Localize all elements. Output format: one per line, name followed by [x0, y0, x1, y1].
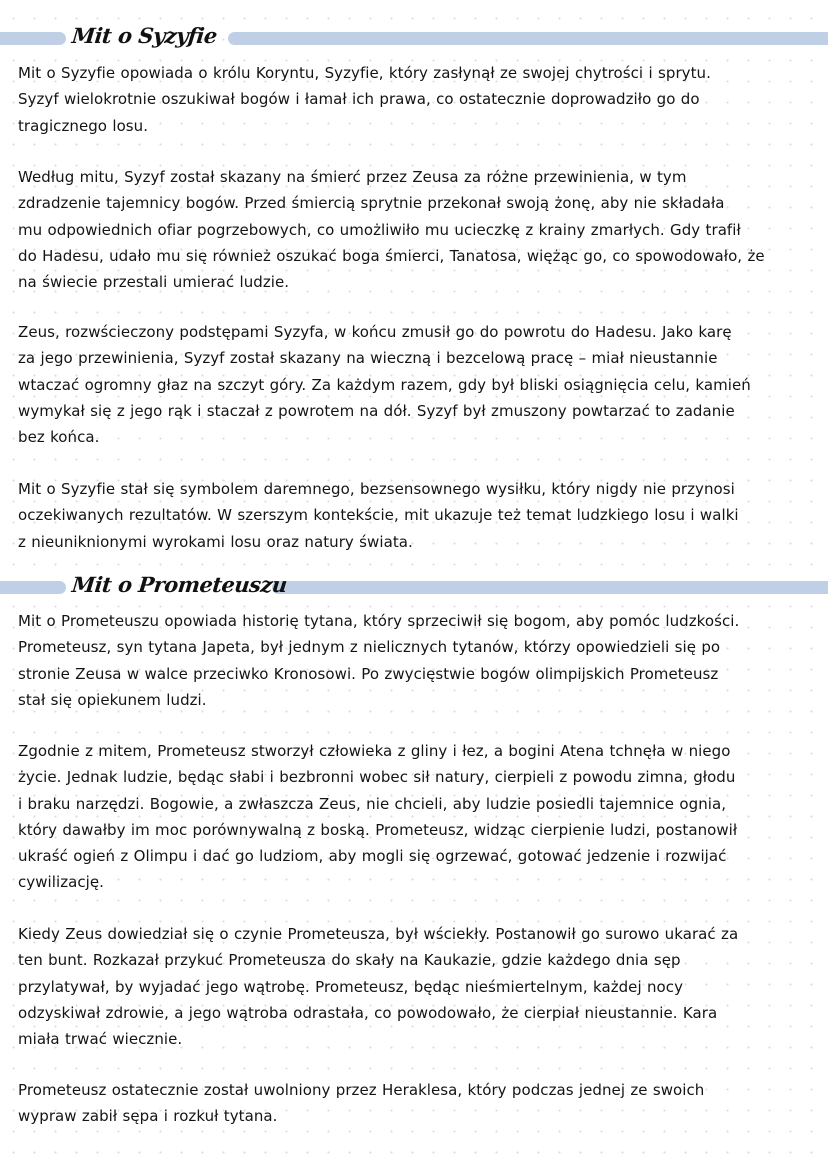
- text-line: ukraść ogień z Olimpu i dać go ludziom, aby mogli się ogrzewać, gotować jedzenie i rozwijać: [18, 847, 727, 866]
- text-line: Mit o Syzyfie stał się symbolem daremnego, bezsensownego wysiłku, który nigdy nie przynosi: [18, 480, 735, 498]
- heading-highlight-bar-left: [0, 581, 66, 594]
- paragraph: [18, 608, 818, 713]
- heading-highlight-bar-left: [0, 32, 66, 45]
- paragraph: [18, 738, 818, 896]
- section-heading-syzyf: [0, 23, 828, 50]
- heading-highlight-bar-right: [272, 581, 828, 594]
- text-line: Prometeusz ostatecznie został uwolniony przez Heraklesa, który podczas jednej ze swoich: [18, 1081, 705, 1099]
- text-line: Według mitu, Syzyf został skazany na śmierć przez Zeusa za różne przewinienia, w tym: [18, 168, 687, 186]
- text-line: Kiedy Zeus dowiedział się o czynie Prometeusza, był wściekły. Postanowił go surowo ukarać za: [18, 925, 739, 943]
- text-line: wymykał się z jego rąk i staczał z powrotem na dół. Syzyf był zmuszony powtarzać to zadanie: [18, 401, 735, 420]
- text-line: stał się opiekunem ludzi.: [18, 690, 207, 709]
- text-line: z nieuniknionymi wyrokami losu oraz natury świata.: [18, 532, 413, 551]
- paragraph: [18, 319, 818, 450]
- text-line: życie. Jednak ludzie, będąc słabi i bezbronni wobec sił natury, cierpieli z powodu zimna, głodu: [18, 768, 736, 787]
- section-title: Mit o Prometeuszu: [70, 572, 289, 597]
- text-line: bez końca.: [18, 428, 100, 447]
- paragraph: [18, 60, 818, 139]
- heading-highlight-bar-right: [228, 32, 828, 45]
- text-line: tragicznego losu.: [18, 116, 149, 135]
- text-line: miała trwać wiecznie.: [18, 1030, 183, 1049]
- text-line: mu odpowiednich ofiar pogrzebowych, co umożliwiło mu ucieczkę z krainy zmarłych. Gdy trafił: [18, 220, 741, 239]
- paragraph: [18, 476, 818, 555]
- text-line: do Hadesu, udało mu się również oszukać boga śmierci, Tanatosa, więżąc go, co spowodowało, że: [18, 246, 765, 265]
- text-line: Zgodnie z mitem, Prometeusz stworzył człowieka z gliny i łez, a bogini Atena tchnęła w niego: [18, 742, 731, 760]
- text-line: zdradzenie tajemnicy bogów. Przed śmiercią sprytnie przekonał swoją żonę, aby nie składała: [18, 194, 725, 213]
- text-line: Prometeusz, syn tytana Japeta, był jednym z nielicznych tytanów, którzy opowiedzieli się po: [18, 638, 721, 657]
- section-heading-prometeusz: [0, 572, 828, 599]
- text-line: stronie Zeusa w walce przeciwko Kronosowi. Po zwycięstwie bogów olimpijskich Prometeusz: [18, 664, 719, 683]
- section-title: Mit o Syzyfie: [70, 23, 219, 48]
- text-line: przylatywał, by wyjadać jego wątrobę. Prometeusz, będąc nieśmiertelnym, każdej nocy: [18, 977, 684, 996]
- text-line: Zeus, rozwścieczony podstępami Syzyfa, w końcu zmusił go do powrotu do Hadesu. Jako karę: [18, 323, 732, 341]
- text-line: i braku narzędzi. Bogowie, a zwłaszcza Zeus, nie chcieli, aby ludzie posiedli tajemnice ognia,: [18, 794, 727, 813]
- text-line: który dawałby im moc porównywalną z boską. Prometeusz, widząc cierpienie ludzi, postanowił: [18, 820, 738, 839]
- text-line: Syzyf wielokrotnie oszukiwał bogów i łamał ich prawa, co ostatecznie doprowadziło go do: [18, 90, 700, 109]
- text-line: ten bunt. Rozkazał przykuć Prometeusza do skały na Kaukazie, gdzie każdego dnia sęp: [18, 951, 681, 970]
- text-line: oczekiwanych rezultatów. W szerszym kontekście, mit ukazuje też temat ludzkiego losu i walki: [18, 506, 739, 525]
- text-line: na świecie przestali umierać ludzie.: [18, 273, 290, 292]
- paragraph: [18, 164, 818, 295]
- text-line: wtaczać ogromny głaz na szczyt góry. Za każdym razem, gdy był bliski osiągnięcia celu, kamień: [18, 375, 751, 394]
- text-line: odzyskiwał zdrowie, a jego wątroba odrastała, co powodowało, że cierpiał nieustannie. Kara: [18, 1003, 718, 1022]
- text-line: cywilizację.: [18, 873, 104, 892]
- text-line: Mit o Syzyfie opowiada o królu Koryntu, Syzyfie, który zasłynął ze swojej chytrości i sprytu.: [18, 64, 711, 82]
- text-line: Mit o Prometeuszu opowiada historię tytana, który sprzeciwił się bogom, aby pomóc ludzkości.: [18, 612, 740, 630]
- text-line: za jego przewinienia, Syzyf został skazany na wieczną i bezcelową pracę – miał nieustannie: [18, 349, 718, 368]
- paragraph: [18, 1077, 818, 1130]
- text-line: wypraw zabił sępa i rozkuł tytana.: [18, 1107, 278, 1126]
- paragraph: [18, 921, 818, 1052]
